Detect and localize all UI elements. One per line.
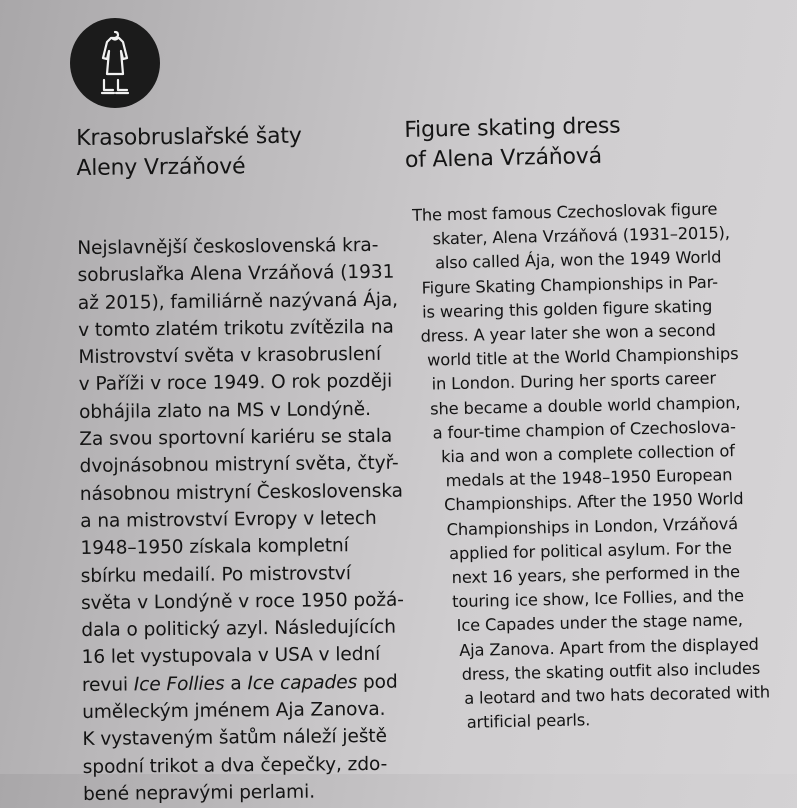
czech-body-line: a na mistrovství Evropy v letech bbox=[80, 507, 377, 532]
czech-body-line: 1948–1950 získala kompletní bbox=[80, 535, 349, 560]
show-name-ice-follies: Ice Follies bbox=[133, 673, 225, 696]
english-body-line: applied for political asylum. For the bbox=[448, 538, 732, 563]
czech-body-line: K vystaveným šatům náleží ještě bbox=[82, 726, 388, 751]
english-body-line: next 16 years, she performed in the bbox=[451, 562, 741, 588]
english-body-line: artificial pearls. bbox=[466, 710, 591, 733]
czech-body-line: bené nepravými perlami. bbox=[82, 781, 316, 805]
english-body-text bbox=[406, 196, 777, 736]
czech-body-line: světa v Londýně v roce 1950 požá- bbox=[80, 589, 404, 614]
english-title-line: Figure skating dress bbox=[404, 113, 621, 143]
czech-body-line: Mistrovství světa v krasobruslení bbox=[78, 344, 382, 369]
line-text: pod bbox=[356, 671, 398, 693]
czech-text-column bbox=[76, 121, 413, 808]
czech-body-line: násobnou mistryní Československa bbox=[79, 480, 404, 505]
english-title-line: of Alena Vrzáňová bbox=[404, 143, 603, 173]
czech-body-line: spodní trikot a dva čepečky, zdo- bbox=[82, 753, 388, 778]
czech-body-line: sbírku medailí. Po mistrovství bbox=[80, 562, 351, 587]
english-body-line: kia and won a complete collection of bbox=[440, 441, 735, 467]
english-body-line: skater, Alena Vrzáňová (1931–2015), bbox=[432, 223, 730, 249]
czech-title-line: Krasobruslařské šaty bbox=[76, 123, 302, 151]
english-body-line: touring ice show, Ice Follies, and the bbox=[451, 586, 745, 612]
english-text-column bbox=[404, 108, 777, 736]
czech-body-line: až 2015), familiárně nazývaná Ája, bbox=[77, 289, 399, 314]
czech-body-line: sobruslařka Alena Vrzáňová (1931 bbox=[77, 261, 395, 287]
english-body-line: The most famous Czechoslovak figure bbox=[411, 199, 718, 225]
english-body-line: also called Ája, won the 1949 World bbox=[434, 247, 722, 273]
english-body-line: Championships. After the 1950 World bbox=[443, 489, 744, 515]
english-body-line: medals at the 1948–1950 European bbox=[445, 465, 733, 491]
english-body-line: she became a double world champion, bbox=[429, 392, 741, 419]
czech-body-line: uměleckým jménem Aja Zanova. bbox=[82, 698, 386, 724]
english-body-line: dress. A year later she won a second bbox=[420, 320, 716, 346]
english-body-line: Aja Zanova. Apart from the displayed bbox=[458, 634, 759, 660]
english-body-line: a leotard and two hats decorated with bbox=[464, 682, 771, 708]
line-text: a bbox=[224, 672, 248, 695]
czech-body-line: 16 let vystupovala v USA v lední bbox=[81, 644, 381, 669]
czech-body-line: v tomto zlatém trikotu zvítězila na bbox=[78, 316, 394, 341]
english-body-line: Championships in London, Vrzáňová bbox=[446, 513, 739, 539]
czech-body-line: dvojnásobnou mistryní světa, čtyř- bbox=[79, 453, 399, 478]
line-text: revui bbox=[81, 674, 134, 696]
czech-title bbox=[76, 121, 407, 184]
show-name-ice-capades: Ice capades bbox=[247, 671, 358, 694]
czech-body-line: Za svou sportovní kariéru se stala bbox=[79, 425, 393, 451]
english-body-line: in London. During her sports career bbox=[431, 368, 717, 394]
czech-body-text bbox=[77, 232, 413, 808]
english-body-line: Ice Capades under the stage name, bbox=[456, 610, 743, 636]
dress-and-skates-icon bbox=[70, 18, 160, 108]
czech-body-line: Nejslavnější československá kra- bbox=[77, 234, 379, 259]
czech-body-line: obhájila zlato na MS v Londýně. bbox=[78, 398, 371, 423]
english-body-line: dress, the skating outfit also includes bbox=[461, 658, 761, 684]
english-body-line: Figure Skating Championships in Par- bbox=[421, 272, 719, 298]
czech-title-line: Aleny Vrzáňové bbox=[76, 154, 246, 181]
czech-body-line: dala o politický azyl. Následujících bbox=[81, 616, 397, 642]
english-body-line: is wearing this golden figure skating bbox=[421, 296, 713, 322]
english-body-line: a four-time champion of Czechoslova- bbox=[432, 416, 736, 443]
czech-body-line: v Paříži v roce 1949. O rok později bbox=[78, 371, 393, 396]
czech-body-line-with-show-names bbox=[82, 668, 412, 699]
english-title bbox=[404, 108, 765, 176]
english-body-line: world title at the World Championships bbox=[426, 344, 739, 370]
